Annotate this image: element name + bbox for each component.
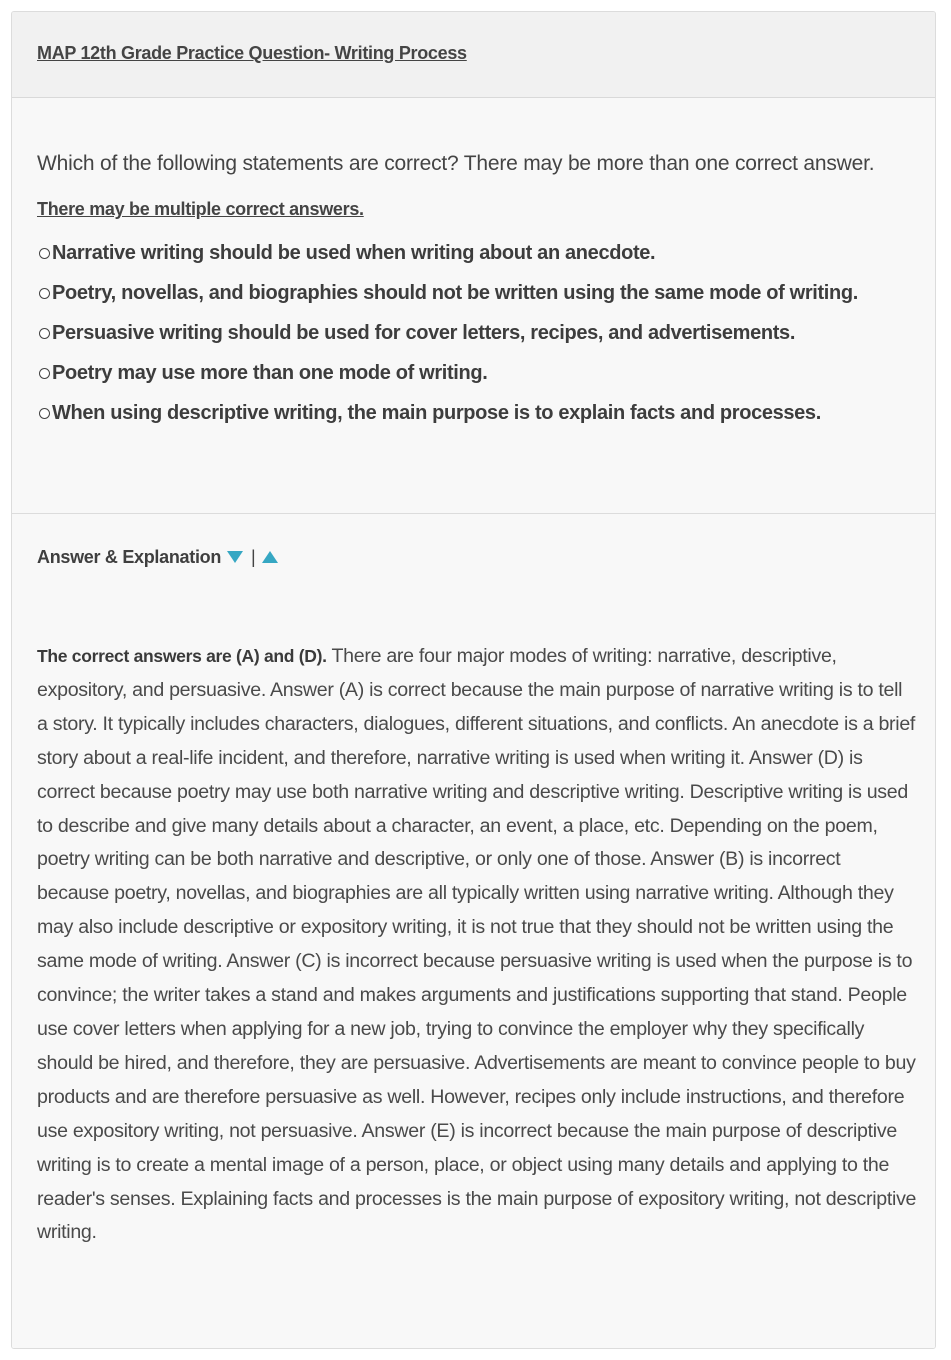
toggle-separator: |	[251, 546, 256, 567]
option-label: When using descriptive writing, the main purpose is to explain facts and processes.	[52, 401, 821, 424]
radio-button-icon[interactable]	[39, 248, 50, 259]
expand-arrow-icon[interactable]	[227, 551, 243, 563]
option-label: Poetry, novellas, and biographies should not be written using the same mode of writing.	[52, 281, 858, 304]
radio-button-icon[interactable]	[39, 368, 50, 379]
question-section	[12, 98, 935, 514]
question-card	[11, 11, 936, 1349]
answer-option-d[interactable]	[37, 353, 910, 393]
answer-toggle-label[interactable]: Answer & Explanation	[37, 546, 222, 567]
answer-options	[37, 233, 910, 433]
answer-option-e[interactable]	[37, 393, 910, 433]
radio-button-icon[interactable]	[39, 288, 50, 299]
explanation-body: There are four major modes of writing: narrative, descriptive, expository, and persuasive. Answer (A) is correct because the main purpose of narrative writing is to tell a story. It typically includes characters, dialogues, different situations, and conflicts. An anecdote is a brief story about a real-life incident, and therefore, narrative writing is used when writing it. Answer (D) is correct because poetry may use both narrative writing and descriptive writing. Descriptive writing is used to describe and give many details about a character, an event, a place, etc. Depending on the poem, poetry writing can be both narrative and descriptive, or only one of those. Answer (B) is incorrect because poetry, novellas, and biographies are all typically written using narrative writing. Although they may also include descriptive or expository writing, it is not true that they should not be written using the same mode of writing. Answer (C) is incorrect because persuasive writing is used when the purpose is to convince; the writer takes a stand and makes arguments and justifications supporting that stand. People use cover letters when applying for a new job, trying to convince the employer why they specifically should be hired, and therefore, they are persuasive. Advertisements are meant to convince people to buy products and are therefore persuasive as well. However, recipes only include instructions, and therefore use expository writing, not persuasive. Answer (E) is incorrect because the main purpose of descriptive writing is to create a mental image of a person, place, or object using many details and applying to the reader's senses. Explaining facts and processes is the main purpose of expository writing, not descriptive writing.	[37, 645, 917, 1244]
multiple-answers-note: There may be multiple correct answers.	[37, 199, 364, 219]
question-prompt: Which of the following statements are correct? There may be more than one correct answer.	[37, 152, 875, 175]
answer-option-c[interactable]	[37, 313, 910, 353]
answer-option-b[interactable]	[37, 273, 910, 313]
option-label: Poetry may use more than one mode of writing.	[52, 361, 488, 384]
answer-option-a[interactable]	[37, 233, 910, 273]
radio-button-icon[interactable]	[39, 408, 50, 419]
question-title[interactable]: MAP 12th Grade Practice Question- Writing Process	[37, 43, 467, 63]
option-label: Narrative writing should be used when writing about an anecdote.	[52, 241, 656, 264]
explanation-text	[37, 640, 917, 1250]
option-label: Persuasive writing should be used for cover letters, recipes, and advertisements.	[52, 321, 796, 344]
radio-button-icon[interactable]	[39, 328, 50, 339]
collapse-arrow-icon[interactable]	[262, 551, 278, 563]
answer-section	[12, 514, 935, 1349]
correct-answers-lead: The correct answers are (A) and (D).	[37, 646, 327, 666]
card-header	[12, 12, 935, 98]
answer-explanation-toggle[interactable]	[37, 544, 910, 570]
